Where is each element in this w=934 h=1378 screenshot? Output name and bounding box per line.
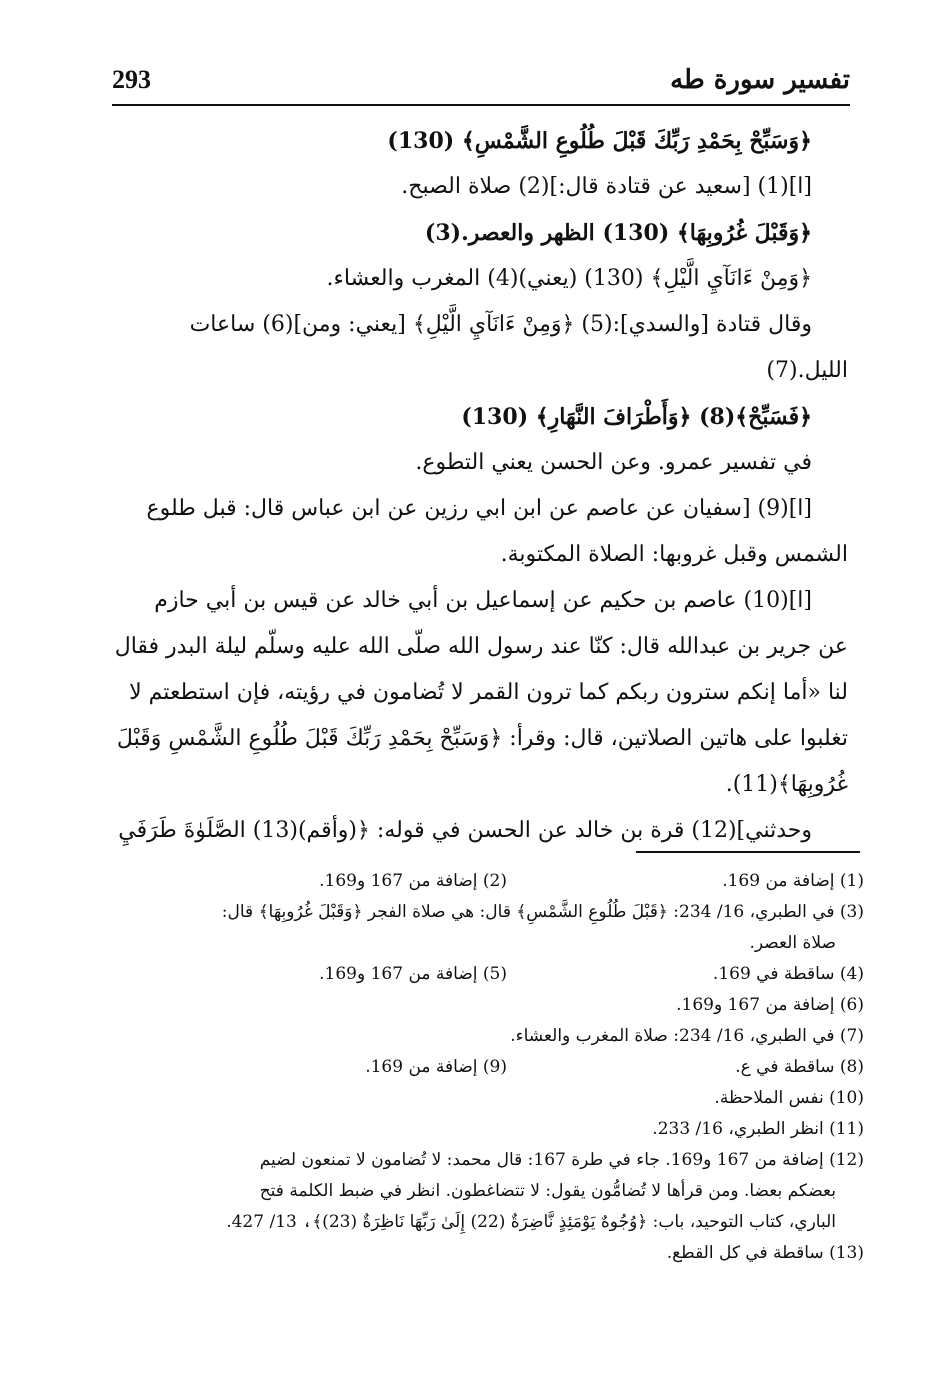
- verse-line: ﴿وَقَبْلَ غُرُوبِهَا﴾ (130) الظهر والعصر.(3): [424, 220, 812, 246]
- commentary-line: وحدثني](12) قرة بن خالد عن الحسن في قوله: ﴿(وأقم)(13) الصَّلَوٰةَ طَرَفَيِ: [118, 818, 812, 843]
- footnote-12: (12) إضافة من 167 و169. جاء في طرة 167: قال محمد: لا تُضامون لا تمنعون لضيم: [259, 1150, 864, 1170]
- footnote-7: (7) في الطبري، 16/ 234: صلاة المغرب والعشاء.: [510, 1026, 864, 1046]
- footnote-2: (2) إضافة من 167 و169.: [319, 871, 507, 891]
- footnote-row: [150, 959, 864, 990]
- footnote-6: (6) إضافة من 167 و169.: [676, 995, 864, 1015]
- footnote-5: (5) إضافة من 167 و169.: [319, 964, 507, 984]
- commentary-line: في تفسير عمرو. وعن الحسن يعني التطوع.: [415, 450, 812, 475]
- footnote-4: (4) ساقطة في 169.: [712, 964, 864, 984]
- hadith-line: عن جرير بن عبدالله قال: كنّا عند رسول الله صلّى الله عليه وسلّم ليلة البدر فقال: [114, 634, 848, 659]
- footnote-11: (11) انظر الطبري، 16/ 233.: [652, 1119, 864, 1139]
- hadith-line: تغلبوا على هاتين الصلاتين، قال: وقرأ: ﴿وَسَبِّحْ بِحَمْدِ رَبِّكَ قَبْلَ طُلُوعِ الشَّمْسِ وَقَبْلَ: [116, 726, 848, 751]
- footnote-3-continued: صلاة العصر.: [749, 933, 836, 953]
- footnote-row: [150, 1052, 864, 1083]
- commentary-line: [ا](9) [سفيان عن عاصم عن ابن ابي رزين عن ابن عباس قال: قبل طلوع: [146, 496, 812, 521]
- footnote-row: [150, 866, 864, 897]
- commentary-line: الليل.(7): [766, 358, 848, 383]
- footnote-12-continued: بعضكم بعضا. ومن قرأها لا تُضامُّون يقول: لا تتضاغطون. انظر في ضبط الكلمة فتح: [259, 1181, 836, 1201]
- main-text: [114, 118, 848, 854]
- footnotes: [150, 866, 864, 1269]
- footnote-13: (13) ساقطة في كل القطع.: [666, 1243, 864, 1263]
- hadith-line: لنا «أما إنكم سترون ربكم كما ترون القمر لا تُضامون في رؤيته، فإن استطعتم لا: [129, 680, 848, 705]
- hadith-line: غُرُوبِهَا﴾(11).: [725, 772, 848, 797]
- footnote-9: (9) إضافة من 169.: [365, 1057, 507, 1077]
- footnote-3: (3) في الطبري، 16/ 234: ﴿قَبْلَ طُلُوعِ الشَّمْسِ﴾ قال: هي صلاة الفجر ﴿وَقَبْلَ غُرُوبِهَا﴾ قال:: [221, 902, 864, 922]
- page-number: 293: [112, 65, 151, 94]
- running-title: تفسير سورة طه: [670, 65, 850, 95]
- footnote-10: (10) نفس الملاحظة.: [714, 1088, 864, 1108]
- commentary-line: الشمس وقبل غروبها: الصلاة المكتوبة.: [500, 542, 848, 567]
- footnote-separator: [636, 851, 860, 853]
- verse-line: ﴿وَسَبِّحْ بِحَمْدِ رَبِّكَ قَبْلَ طُلُوعِ الشَّمْسِ﴾ (130): [387, 128, 812, 154]
- footnote-12-continued: الباري، كتاب التوحيد، باب: ﴿وُجُوهٌ يَوْمَئِذٍ نَّاضِرَةٌ (22) إِلَىٰ رَبِّهَا نَاظِرَةٌ (23)﴾، 13/ 427.: [226, 1212, 836, 1232]
- page-header: [112, 56, 850, 106]
- hadith-line: [ا](10) عاصم بن حكيم عن إسماعيل بن أبي خالد عن قيس بن أبي حازم: [154, 588, 812, 613]
- commentary-line: وقال قتادة [والسدي]:(5) ﴿وَمِنْ ءَانَآيِ الَّيْلِ﴾ [يعني: ومن](6) ساعات: [189, 312, 812, 337]
- commentary-line: [ا](1) [سعيد عن قتادة قال:](2) صلاة الصبح.: [401, 174, 812, 199]
- footnote-8: (8) ساقطة في ع.: [735, 1057, 864, 1077]
- verse-line: ﴿وَمِنْ ءَانَآيِ الَّيْلِ﴾ (130) (يعني)(4) المغرب والعشاء.: [326, 266, 812, 291]
- verse-line: ﴿فَسَبِّحْ﴾(8) ﴿وَأَطْرَافَ النَّهَارِ﴾ (130): [461, 404, 812, 430]
- footnote-1: (1) إضافة من 169.: [722, 871, 864, 891]
